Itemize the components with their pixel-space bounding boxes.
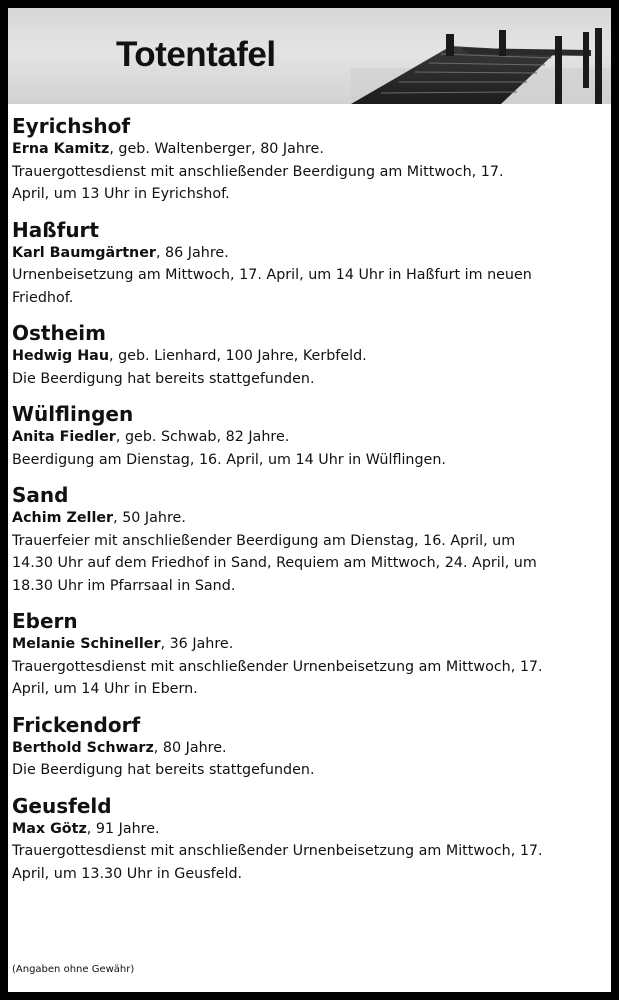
service-details: Die Beerdigung hat bereits stattgefunden. — [12, 370, 315, 387]
person-line — [12, 138, 607, 161]
place-heading: Geusfeld — [12, 793, 112, 818]
service-details: Trauergottesdienst mit anschließender Urnenbeisetzung am Mittwoch, 17. April, um 13.30 Uhr in Geusfeld. — [12, 843, 543, 882]
deceased-name: Hedwig Hau — [12, 348, 110, 364]
service-details: Trauergottesdienst mit anschließender Beerdigung am Mittwoch, 17. April, um 13 Uhr in Eyrichshof. — [12, 163, 504, 202]
obituary-entry — [12, 321, 607, 390]
obituary-entry — [12, 218, 607, 310]
person-line — [12, 633, 607, 656]
deceased-name: Anita Fiedler — [12, 429, 116, 445]
obituary-entry — [12, 402, 607, 471]
service-details: Trauergottesdienst mit anschließender Urnenbeisetzung am Mittwoch, 17. April, um 14 Uhr in Ebern. — [12, 658, 543, 697]
person-line — [12, 345, 607, 368]
place-heading: Wülflingen — [12, 402, 134, 426]
obituary-list — [12, 114, 607, 897]
person-line — [12, 737, 607, 760]
page-title: Totentafel — [116, 35, 276, 74]
place-heading: Haßfurt — [12, 217, 99, 242]
person-info: , 50 Jahre. — [113, 510, 186, 526]
deceased-name: Achim Zeller — [12, 510, 114, 526]
person-line — [12, 818, 607, 841]
place-heading: Ostheim — [12, 321, 106, 345]
service-details: Trauerfeier mit anschließender Beerdigung am Dienstag, 16. April, um 14.30 Uhr auf dem Friedhof in Sand, Requiem am Mittwoch, 24. April, um 18.30 Uhr im Pfarrsaal in Sand. — [12, 532, 537, 594]
person-info: , 80 Jahre. — [153, 739, 227, 756]
service-details: Beerdigung am Dienstag, 16. April, um 14 Uhr in Wülflingen. — [12, 451, 446, 468]
person-line — [12, 426, 607, 449]
place-heading: Sand — [12, 483, 69, 507]
person-info: , 86 Jahre. — [155, 244, 229, 261]
header-banner — [8, 8, 611, 104]
deceased-name: Erna Kamitz — [12, 141, 110, 157]
obituary-entry — [12, 609, 607, 701]
deceased-name: Karl Baumgärtner — [12, 244, 156, 261]
person-info: , geb. Schwab, 82 Jahre. — [115, 429, 290, 445]
deceased-name: Melanie Schineller — [12, 636, 161, 652]
person-line — [12, 507, 607, 530]
obituary-entry — [12, 713, 607, 782]
obituary-entry — [12, 114, 607, 206]
person-info: , geb. Waltenberger, 80 Jahre. — [109, 141, 324, 157]
obituary-entry — [12, 483, 607, 597]
person-line — [12, 242, 607, 265]
deceased-name: Berthold Schwarz — [12, 739, 154, 756]
obituary-entry — [12, 794, 607, 886]
wooden-pier-icon — [351, 8, 611, 104]
person-info: , 91 Jahre. — [86, 820, 160, 837]
service-details: Urnenbeisetzung am Mittwoch, 17. April, um 14 Uhr in Haßfurt im neuen Friedhof. — [12, 267, 532, 306]
deceased-name: Max Götz — [12, 820, 87, 837]
place-heading: Eyrichshof — [12, 114, 131, 138]
service-details: Die Beerdigung hat bereits stattgefunden. — [12, 762, 315, 778]
person-info: , 36 Jahre. — [160, 636, 234, 652]
person-info: , geb. Lienhard, 100 Jahre, Kerbfeld. — [109, 348, 367, 364]
disclaimer-note: (Angaben ohne Gewähr) — [12, 964, 135, 975]
place-heading: Frickendorf — [12, 712, 141, 737]
place-heading: Ebern — [12, 609, 78, 633]
